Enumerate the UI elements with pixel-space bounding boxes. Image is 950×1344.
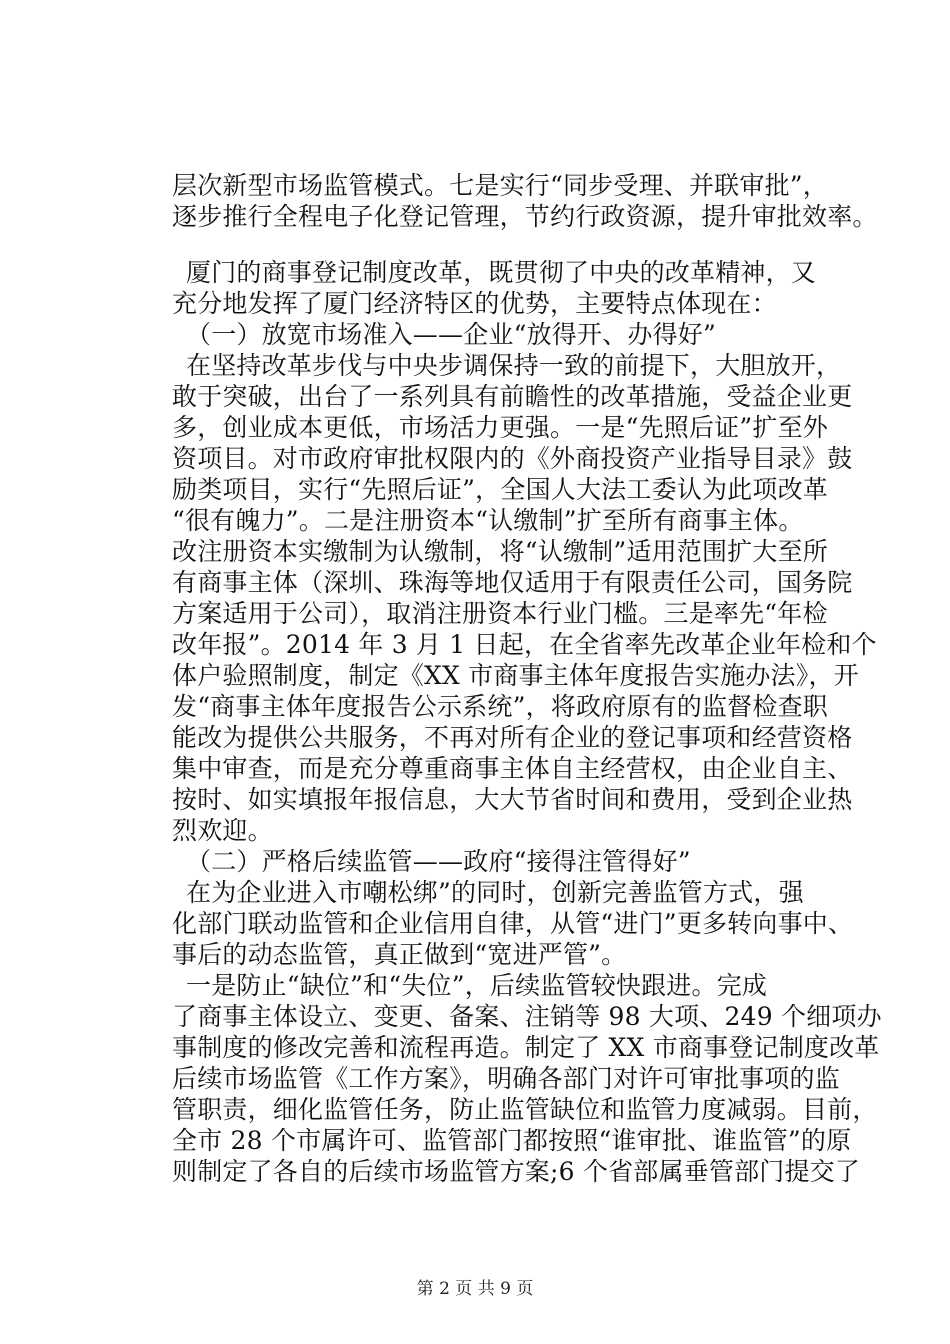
text-line: 后续市场监管《工作方案》，明确各部门对许可审批事项的监	[172, 1064, 840, 1093]
text-line: 逐步推行全程电子化登记管理，节约行政资源，提升审批效率。	[172, 202, 878, 231]
page-number-footer: 第 2 页 共 9 页	[416, 1279, 534, 1299]
text-line: 体户验照制度，制定《XX 市商事主体年度报告实施办法》，开	[172, 661, 859, 690]
text-line: 集中审查，而是充分尊重商事主体自主经营权，由企业自主、	[172, 754, 853, 783]
text-line: 多，创业成本更低，市场活力更强。一是“先照后证”扩至外	[172, 413, 828, 442]
paragraph-first-line: 在为企业进入市嘲松绑”的同时，创新完善监管方式，强	[186, 878, 804, 907]
text-line: 事制度的修改完善和流程再造。制定了 XX 市商事登记制度改革	[172, 1033, 880, 1062]
text-line: 事后的动态监管，真正做到“宽进严管”。	[172, 940, 627, 969]
text-line: 资项目。对市政府审批权限内的《外商投资产业指导目录》鼓	[172, 444, 853, 473]
text-line: 化部门联动监管和企业信用自律，从管“进门”更多转向事中、	[172, 909, 854, 938]
text-line: 有商事主体（深圳、珠海等地仅适用于有限责任公司，国务院	[172, 568, 853, 597]
text-line: 则制定了各自的后续市场监管方案;6 个省部属垂管部门提交了	[172, 1157, 861, 1186]
text-line: 烈欢迎。	[172, 816, 273, 845]
text-line: 了商事主体设立、变更、备案、注销等 98 大项、249 个细项办	[172, 1002, 882, 1031]
text-line: 能改为提供公共服务，不再对所有企业的登记事项和经营资格	[172, 723, 853, 752]
paragraph-first-line: 在坚持改革步伐与中央步调保持一致的前提下，大胆放开，	[186, 351, 842, 380]
text-line: 敢于突破，出台了一系列具有前瞻性的改革措施，受益企业更	[172, 382, 853, 411]
section-heading: （一）放宽市场准入——企业“放得开、办得好”	[186, 320, 716, 349]
paragraph-gap	[172, 232, 852, 257]
document-body	[172, 170, 882, 1187]
text-line: 改注册资本实缴制为认缴制，将“认缴制”适用范围扩大至所	[172, 537, 828, 566]
text-line: “很有魄力”。二是注册资本“认缴制”扩至所有商事主体。	[172, 506, 804, 535]
paragraph-first-line: 一是防止“缺位”和“失位”，后续监管较快跟进。完成	[186, 971, 768, 1000]
text-line: 改年报”。2014 年 3 月 1 日起，在全省率先改革企业年检和个	[172, 630, 877, 659]
text-line: 全市 28 个市属许可、监管部门都按照“谁审批、谁监管”的原	[172, 1126, 852, 1155]
text-line: 充分地发挥了厦门经济特区的优势，主要特点体现在：	[172, 289, 777, 318]
text-line: 励类项目，实行“先照后证”，全国人大法工委认为此项改革	[172, 475, 828, 504]
text-line: 管职责，细化监管任务，防止监管缺位和监管力度减弱。目前，	[172, 1095, 878, 1124]
text-line: 方案适用于公司），取消注册资本行业门槛。三是率先“年检	[172, 599, 828, 628]
paragraph-first-line: 厦门的商事登记制度改革，既贯彻了中央的改革精神，又	[186, 258, 817, 287]
text-line: 层次新型市场监管模式。七是实行“同步受理、并联审批”，	[172, 171, 828, 200]
section-heading: （二）严格后续监管——政府“接得注管得好”	[186, 847, 691, 876]
text-line: 按时、如实填报年报信息，大大节省时间和费用，受到企业热	[172, 785, 853, 814]
text-line: 发“商事主体年度报告公示系统”，将政府原有的监督检查职	[172, 692, 828, 721]
